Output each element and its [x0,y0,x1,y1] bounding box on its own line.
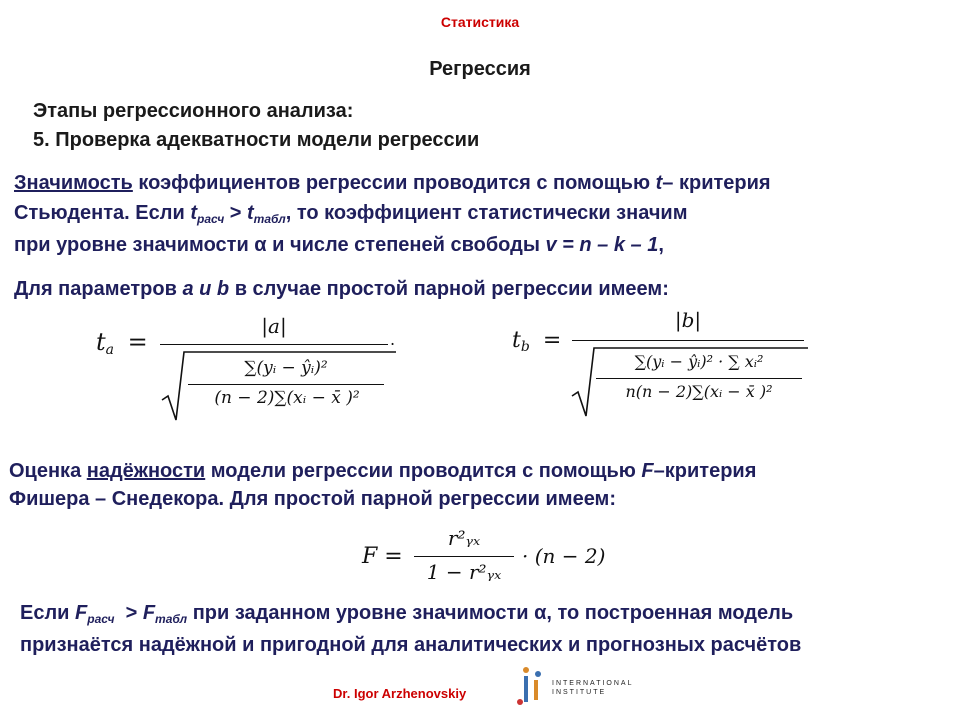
institute-logo-text: INTERNATIONAL INSTITUTE [552,680,634,696]
significance-line-2 [14,202,688,226]
author-label: Dr. Igor Arzhenovskiy [333,686,467,701]
sig-text-6: , [658,234,664,256]
f-denominator: 1 − r²ᵧₓ [426,560,502,584]
rel-text-1: Оценка [9,460,87,482]
t-calc-sub: расч [196,212,225,226]
rel-text-3: –критерия [653,460,757,482]
rel-text-2: модели регрессии проводится с помощью [205,460,642,482]
tb-den-denominator: n(n − 2)∑(xᵢ − x̄ )² [625,382,773,401]
f-calc: F [75,602,88,624]
tb-numerator: |b| [674,308,702,332]
params-line [14,278,669,301]
reliability-line-2: Фишера – Снедекора. Для простой парной регрессии имеем: [9,488,617,510]
page-title: Регрессия [429,58,531,80]
formula-ta [96,314,406,424]
f-table-sub: табл [155,612,188,626]
concl-text-1: Если [20,602,76,624]
tb-lhs-sub: b [520,339,530,355]
subject-label: Статистика [440,14,520,30]
sig-text-2: – критерия [662,172,771,194]
sig-text-4: , то коэффициент статистически значим [285,202,688,224]
f-calc-sub: расч [87,612,115,626]
ta-den-bar [188,384,384,385]
t-table-sub: табл [253,212,286,226]
params-text-2: в случае простой парной регрессии имеем: [229,278,669,300]
t-symbol: t [655,172,663,194]
ta-main-fraction-bar [160,344,388,345]
tb-den-numerator: ∑(yᵢ − ŷᵢ)² · ∑ xᵢ² [634,352,764,371]
tb-lhs: t [512,328,521,353]
reliability-line-1 [9,460,756,483]
params-ab: a и b [182,278,230,300]
tb-eq: = [542,328,562,353]
ta-den-numerator: ∑(yᵢ − ŷᵢ)² [244,358,328,378]
institute-logo-icon [512,664,552,708]
sig-text-1: коэффициентов регрессии проводится с помощью [132,172,656,194]
f-lhs: F = [362,544,403,569]
intro-line-2: 5. Проверка адекватности модели регрессии [33,129,480,151]
tb-main-fraction-bar [572,340,804,341]
concl-text-2: при заданном уровне значимости α, то построенная модель [187,602,794,624]
t-calc: t [190,202,197,224]
conclusion-line-2: признаётся надёжной и пригодной для аналитических и прогнозных расчётов [20,634,802,656]
ta-dot: . [390,330,396,349]
significance-line-3 [14,234,664,257]
degrees-of-freedom-formula: v = n – k – 1 [545,234,659,256]
reliability-word: надёжности [86,460,206,482]
f-numerator: r²ᵧₓ [447,526,481,550]
concl-gt: > [114,602,143,624]
significance-word: Значимость [14,172,133,194]
sig-gt: > [224,202,247,224]
sig-text-3: Стьюдента. Если [14,202,191,224]
ta-lhs-sub: a [105,342,115,358]
significance-line-1 [14,172,771,195]
tb-den-bar [596,378,802,379]
ta-lhs: t [96,328,106,356]
formula-f [362,524,612,588]
ta-eq: = [127,328,148,356]
t-table: t [247,202,254,224]
conclusion-line-1 [20,602,793,626]
ta-numerator: |a| [261,314,287,338]
sig-text-5: при уровне значимости α и числе степеней свободы [14,234,546,256]
ta-den-denominator: (n − 2)∑(xᵢ − x̄ )² [214,388,360,408]
institute-logo [512,664,632,708]
params-text-1: Для параметров [14,278,183,300]
f-symbol: F [641,460,654,482]
f-table: F [142,602,156,624]
f-rhs: · (n − 2) [522,544,606,568]
intro-line-1: Этапы регрессионного анализа: [33,100,354,122]
formula-tb [512,306,812,420]
f-fraction-bar [414,556,514,557]
